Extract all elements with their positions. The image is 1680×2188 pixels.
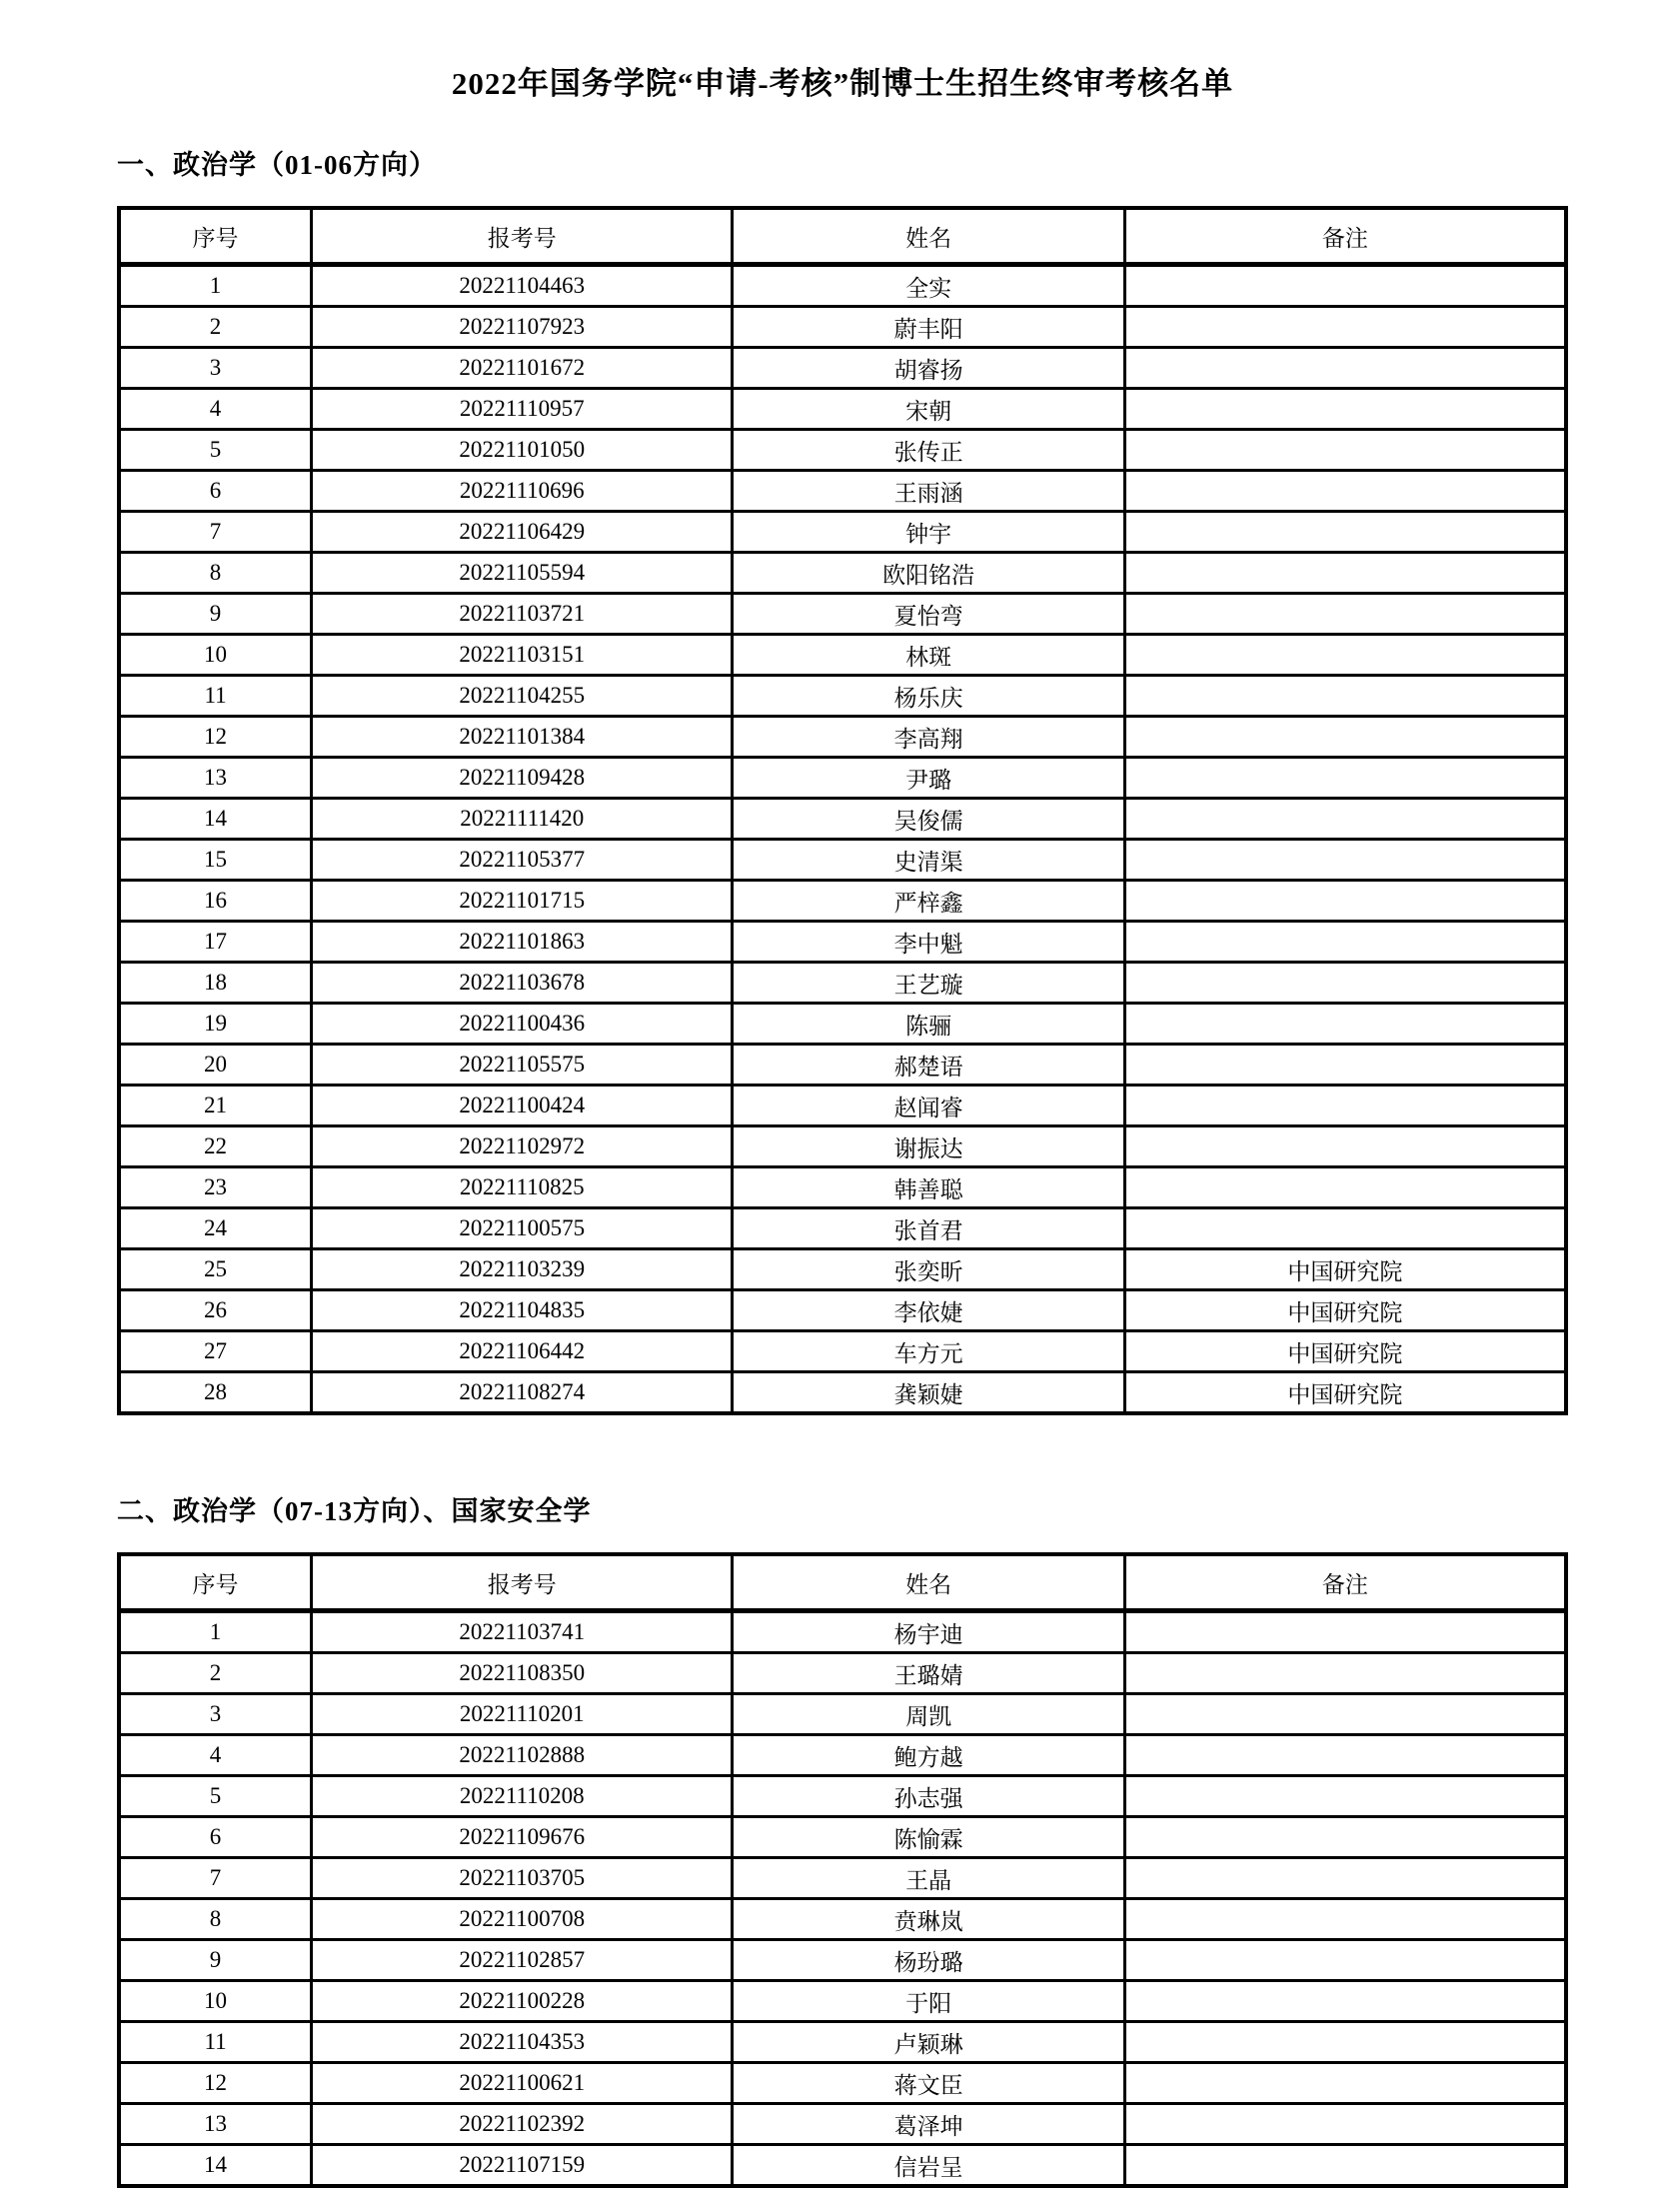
- index-cell: 21: [119, 1086, 312, 1126]
- number-cell: 20221104835: [312, 1290, 733, 1331]
- name-cell: 贲琳岚: [733, 1899, 1124, 1940]
- index-cell: 13: [119, 2104, 312, 2145]
- name-cell: 张首君: [733, 1208, 1124, 1249]
- number-cell: 20221104463: [312, 265, 733, 307]
- index-cell: 2: [119, 1653, 312, 1694]
- number-cell: 20221104255: [312, 676, 733, 717]
- number-cell: 20221108350: [312, 1653, 733, 1694]
- index-cell: 19: [119, 1004, 312, 1045]
- name-cell: 孙志强: [733, 1776, 1124, 1817]
- name-cell: 王晶: [733, 1858, 1124, 1899]
- remark-cell: [1124, 2145, 1566, 2187]
- remark-cell: [1124, 1735, 1566, 1776]
- index-cell: 18: [119, 963, 312, 1004]
- table-row: [119, 1167, 1566, 1208]
- number-cell: 20221110957: [312, 389, 733, 430]
- table-row: [119, 635, 1566, 676]
- table-row: [119, 881, 1566, 922]
- table-row: [119, 1249, 1566, 1290]
- number-cell: 20221105377: [312, 840, 733, 881]
- number-cell: 20221102392: [312, 2104, 733, 2145]
- remark-cell: [1124, 758, 1566, 799]
- table-row: [119, 1208, 1566, 1249]
- index-cell: 23: [119, 1167, 312, 1208]
- number-cell: 20221105594: [312, 553, 733, 594]
- table-row: [119, 1290, 1566, 1331]
- number-cell: 20221110825: [312, 1167, 733, 1208]
- table-row: [119, 307, 1566, 348]
- name-cell: 赵闻睿: [733, 1086, 1124, 1126]
- name-cell: 杨玢璐: [733, 1940, 1124, 1981]
- name-cell: 周凯: [733, 1694, 1124, 1735]
- remark-cell: [1124, 717, 1566, 758]
- number-cell: 20221101384: [312, 717, 733, 758]
- index-cell: 16: [119, 881, 312, 922]
- index-cell: 12: [119, 2063, 312, 2104]
- table-row: [119, 963, 1566, 1004]
- index-cell: 15: [119, 840, 312, 881]
- remark-cell: 中国研究院: [1124, 1331, 1566, 1372]
- table-row: [119, 1611, 1566, 1653]
- remark-cell: [1124, 676, 1566, 717]
- table-row: [119, 2145, 1566, 2187]
- name-cell: 宋朝: [733, 389, 1124, 430]
- table-row: [119, 840, 1566, 881]
- section-politics-07-13-national-security: [117, 1489, 1568, 2188]
- index-cell: 27: [119, 1331, 312, 1372]
- table-row: [119, 348, 1566, 389]
- number-cell: 20221110208: [312, 1776, 733, 1817]
- remark-cell: [1124, 1858, 1566, 1899]
- index-cell: 14: [119, 799, 312, 840]
- name-cell: 李依婕: [733, 1290, 1124, 1331]
- remark-cell: [1124, 922, 1566, 963]
- table-row: [119, 1045, 1566, 1086]
- table-row: [119, 471, 1566, 512]
- number-cell: 20221107923: [312, 307, 733, 348]
- remark-cell: [1124, 1167, 1566, 1208]
- remark-cell: [1124, 389, 1566, 430]
- name-cell: 林斑: [733, 635, 1124, 676]
- index-cell: 5: [119, 1776, 312, 1817]
- name-cell: 蒋文臣: [733, 2063, 1124, 2104]
- index-cell: 3: [119, 348, 312, 389]
- remark-cell: [1124, 840, 1566, 881]
- remark-cell: [1124, 1004, 1566, 1045]
- index-cell: 11: [119, 676, 312, 717]
- name-cell: 龚颖婕: [733, 1372, 1124, 1414]
- name-cell: 王璐婧: [733, 1653, 1124, 1694]
- remark-cell: [1124, 1940, 1566, 1981]
- remark-cell: [1124, 799, 1566, 840]
- number-cell: 20221105575: [312, 1045, 733, 1086]
- remark-cell: [1124, 1086, 1566, 1126]
- number-cell: 20221110201: [312, 1694, 733, 1735]
- table-row: [119, 512, 1566, 553]
- table-row: [119, 1653, 1566, 1694]
- number-cell: 20221100708: [312, 1899, 733, 1940]
- number-cell: 20221101050: [312, 430, 733, 471]
- index-cell: 24: [119, 1208, 312, 1249]
- table-row: [119, 1940, 1566, 1981]
- name-cell: 杨宇迪: [733, 1611, 1124, 1653]
- table-row: [119, 1817, 1566, 1858]
- index-cell: 12: [119, 717, 312, 758]
- table-header-row: [119, 1554, 1566, 1611]
- page-title: 2022年国务学院“申请-考核”制博士生招生终审考核名单: [451, 66, 1234, 101]
- name-cell: 陈愉霖: [733, 1817, 1124, 1858]
- number-cell: 20221103239: [312, 1249, 733, 1290]
- number-cell: 20221100424: [312, 1086, 733, 1126]
- number-cell: 20221104353: [312, 2022, 733, 2063]
- candidate-table: [117, 206, 1568, 1415]
- index-cell: 13: [119, 758, 312, 799]
- table-row: [119, 430, 1566, 471]
- table-row: [119, 2022, 1566, 2063]
- remark-cell: [1124, 1899, 1566, 1940]
- name-cell: 陈骊: [733, 1004, 1124, 1045]
- table-row: [119, 1899, 1566, 1940]
- table-row: [119, 1086, 1566, 1126]
- section-politics-01-06: [117, 143, 1568, 1415]
- number-cell: 20221101672: [312, 348, 733, 389]
- table-row: [119, 389, 1566, 430]
- column-header: 报考号: [312, 208, 733, 265]
- name-cell: 夏怡弯: [733, 594, 1124, 635]
- index-cell: 2: [119, 307, 312, 348]
- name-cell: 鲍方越: [733, 1735, 1124, 1776]
- remark-cell: [1124, 348, 1566, 389]
- remark-cell: [1124, 963, 1566, 1004]
- index-cell: 10: [119, 1981, 312, 2022]
- remark-cell: [1124, 1126, 1566, 1167]
- table-row: [119, 1331, 1566, 1372]
- name-cell: 于阳: [733, 1981, 1124, 2022]
- number-cell: 20221109428: [312, 758, 733, 799]
- index-cell: 6: [119, 471, 312, 512]
- name-cell: 严梓鑫: [733, 881, 1124, 922]
- table-row: [119, 799, 1566, 840]
- name-cell: 王雨涵: [733, 471, 1124, 512]
- table-row: [119, 1858, 1566, 1899]
- index-cell: 26: [119, 1290, 312, 1331]
- index-cell: 6: [119, 1817, 312, 1858]
- table-row: [119, 265, 1566, 307]
- remark-cell: [1124, 553, 1566, 594]
- remark-cell: [1124, 594, 1566, 635]
- table-row: [119, 1981, 1566, 2022]
- name-cell: 张传正: [733, 430, 1124, 471]
- remark-cell: [1124, 430, 1566, 471]
- name-cell: 全实: [733, 265, 1124, 307]
- index-cell: 1: [119, 265, 312, 307]
- name-cell: 卢颖琳: [733, 2022, 1124, 2063]
- number-cell: 20221103741: [312, 1611, 733, 1653]
- remark-cell: [1124, 307, 1566, 348]
- name-cell: 吴俊儒: [733, 799, 1124, 840]
- remark-cell: [1124, 1611, 1566, 1653]
- remark-cell: [1124, 635, 1566, 676]
- name-cell: 蔚丰阳: [733, 307, 1124, 348]
- name-cell: 史清渠: [733, 840, 1124, 881]
- number-cell: 20221101715: [312, 881, 733, 922]
- index-cell: 4: [119, 1735, 312, 1776]
- name-cell: 车方元: [733, 1331, 1124, 1372]
- table-row: [119, 1004, 1566, 1045]
- number-cell: 20221111420: [312, 799, 733, 840]
- name-cell: 葛泽坤: [733, 2104, 1124, 2145]
- remark-cell: [1124, 1208, 1566, 1249]
- number-cell: 20221100228: [312, 1981, 733, 2022]
- column-header: 序号: [119, 208, 312, 265]
- index-cell: 1: [119, 1611, 312, 1653]
- name-cell: 王艺璇: [733, 963, 1124, 1004]
- remark-cell: [1124, 1981, 1566, 2022]
- name-cell: 韩善聪: [733, 1167, 1124, 1208]
- name-cell: 尹璐: [733, 758, 1124, 799]
- name-cell: 钟宇: [733, 512, 1124, 553]
- index-cell: 20: [119, 1045, 312, 1086]
- table-row: [119, 1694, 1566, 1735]
- index-cell: 5: [119, 430, 312, 471]
- index-cell: 7: [119, 1858, 312, 1899]
- remark-cell: [1124, 471, 1566, 512]
- column-header: 报考号: [312, 1554, 733, 1611]
- column-header: 姓名: [733, 1554, 1124, 1611]
- number-cell: 20221100575: [312, 1208, 733, 1249]
- remark-cell: [1124, 1653, 1566, 1694]
- number-cell: 20221103678: [312, 963, 733, 1004]
- index-cell: 9: [119, 594, 312, 635]
- name-cell: 谢振达: [733, 1126, 1124, 1167]
- number-cell: 20221100436: [312, 1004, 733, 1045]
- index-cell: 4: [119, 389, 312, 430]
- remark-cell: 中国研究院: [1124, 1290, 1566, 1331]
- index-cell: 3: [119, 1694, 312, 1735]
- remark-cell: [1124, 2104, 1566, 2145]
- remark-cell: [1124, 1694, 1566, 1735]
- index-cell: 9: [119, 1940, 312, 1981]
- number-cell: 20221110696: [312, 471, 733, 512]
- index-cell: 22: [119, 1126, 312, 1167]
- table-row: [119, 553, 1566, 594]
- candidate-table: [117, 1552, 1568, 2188]
- name-cell: 张奕昕: [733, 1249, 1124, 1290]
- number-cell: 20221107159: [312, 2145, 733, 2187]
- index-cell: 11: [119, 2022, 312, 2063]
- number-cell: 20221106429: [312, 512, 733, 553]
- index-cell: 8: [119, 553, 312, 594]
- name-cell: 李高翔: [733, 717, 1124, 758]
- name-cell: 欧阳铭浩: [733, 553, 1124, 594]
- table-row: [119, 922, 1566, 963]
- number-cell: 20221109676: [312, 1817, 733, 1858]
- name-cell: 郝楚语: [733, 1045, 1124, 1086]
- table-header-row: [119, 208, 1566, 265]
- number-cell: 20221101863: [312, 922, 733, 963]
- remark-cell: [1124, 265, 1566, 307]
- table-row: [119, 1372, 1566, 1414]
- table-row: [119, 717, 1566, 758]
- name-cell: 信岩呈: [733, 2145, 1124, 2187]
- number-cell: 20221102888: [312, 1735, 733, 1776]
- table-row: [119, 2063, 1566, 2104]
- index-cell: 8: [119, 1899, 312, 1940]
- table-row: [119, 676, 1566, 717]
- remark-cell: [1124, 2063, 1566, 2104]
- index-cell: 14: [119, 2145, 312, 2187]
- remark-cell: 中国研究院: [1124, 1372, 1566, 1414]
- remark-cell: [1124, 881, 1566, 922]
- table-row: [119, 594, 1566, 635]
- column-header: 备注: [1124, 1554, 1566, 1611]
- remark-cell: [1124, 512, 1566, 553]
- index-cell: 25: [119, 1249, 312, 1290]
- number-cell: 20221103151: [312, 635, 733, 676]
- section-heading: 二、政治学（07-13方向）、国家安全学: [117, 1496, 592, 1526]
- index-cell: 28: [119, 1372, 312, 1414]
- column-header: 备注: [1124, 208, 1566, 265]
- index-cell: 17: [119, 922, 312, 963]
- number-cell: 20221106442: [312, 1331, 733, 1372]
- section-heading: 一、政治学（01-06方向）: [117, 150, 437, 180]
- table-row: [119, 2104, 1566, 2145]
- number-cell: 20221102857: [312, 1940, 733, 1981]
- number-cell: 20221103721: [312, 594, 733, 635]
- remark-cell: 中国研究院: [1124, 1249, 1566, 1290]
- table-row: [119, 1735, 1566, 1776]
- number-cell: 20221102972: [312, 1126, 733, 1167]
- number-cell: 20221103705: [312, 1858, 733, 1899]
- remark-cell: [1124, 2022, 1566, 2063]
- number-cell: 20221108274: [312, 1372, 733, 1414]
- name-cell: 李中魁: [733, 922, 1124, 963]
- table-row: [119, 1776, 1566, 1817]
- column-header: 姓名: [733, 208, 1124, 265]
- number-cell: 20221100621: [312, 2063, 733, 2104]
- table-row: [119, 758, 1566, 799]
- index-cell: 10: [119, 635, 312, 676]
- table-row: [119, 1126, 1566, 1167]
- remark-cell: [1124, 1817, 1566, 1858]
- column-header: 序号: [119, 1554, 312, 1611]
- remark-cell: [1124, 1045, 1566, 1086]
- remark-cell: [1124, 1776, 1566, 1817]
- name-cell: 胡睿扬: [733, 348, 1124, 389]
- name-cell: 杨乐庆: [733, 676, 1124, 717]
- index-cell: 7: [119, 512, 312, 553]
